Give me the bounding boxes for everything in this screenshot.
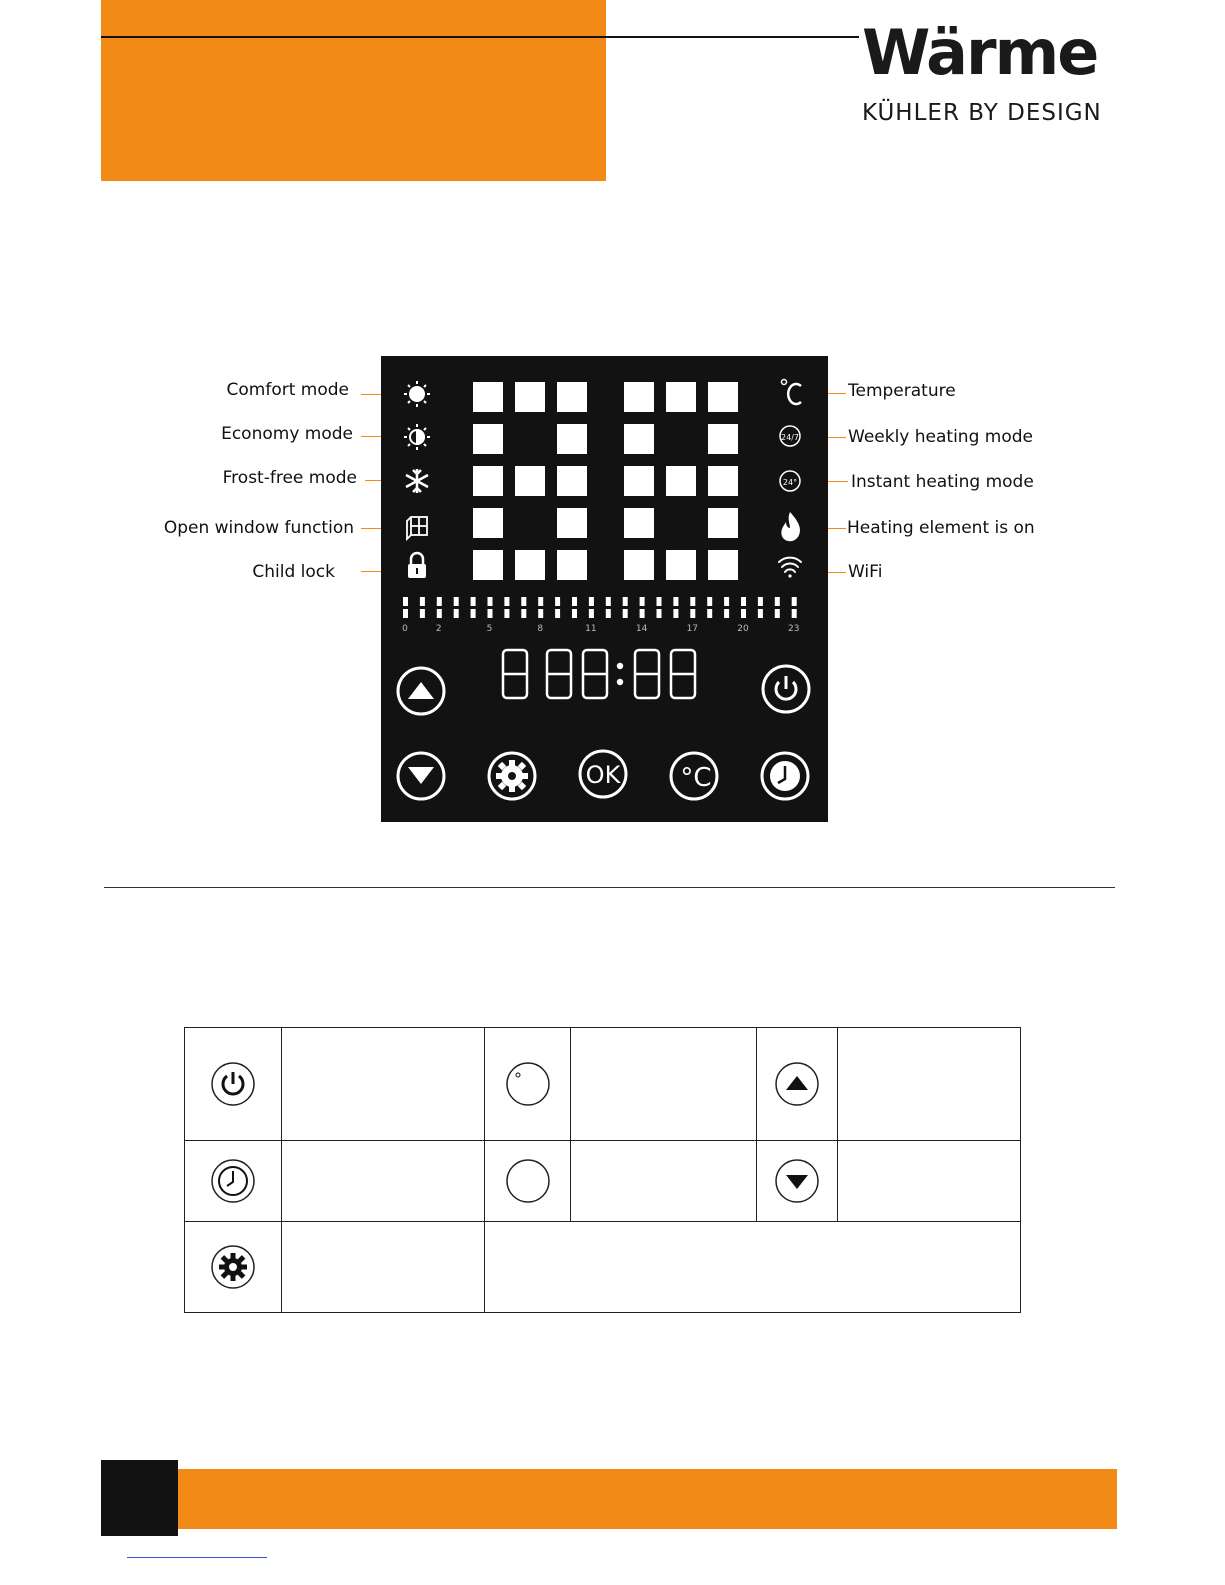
callout-instant-heating-mode: Instant heating mode <box>851 472 1034 492</box>
hour-segment <box>758 609 763 618</box>
hour-segment <box>724 609 729 618</box>
hour-segment <box>471 609 476 618</box>
hour-tick-label: 5 <box>486 624 493 634</box>
hour-segment <box>521 609 526 618</box>
hour-tick-label: 20 <box>737 624 749 634</box>
hour-segment <box>488 609 493 618</box>
table-cell <box>757 1028 838 1141</box>
flame-icon <box>781 512 800 541</box>
temp-digit-1 <box>473 382 587 580</box>
table-cell <box>282 1222 485 1313</box>
hour-segment <box>488 597 493 606</box>
callout-wifi: WiFi <box>848 562 883 582</box>
hour-segment <box>420 597 425 606</box>
hour-segment <box>792 609 797 618</box>
clock-icon <box>210 1158 256 1204</box>
settings-button[interactable] <box>489 753 535 799</box>
ok-key-icon <box>505 1158 551 1204</box>
footer-link-underline <box>127 1557 267 1558</box>
hour-segment <box>471 597 476 606</box>
celsius-key-icon <box>505 1061 551 1107</box>
callout-economy-mode: Economy mode <box>221 424 353 444</box>
hour-segment <box>758 597 763 606</box>
footer-page-tab <box>101 1460 178 1536</box>
hour-segment <box>403 597 408 606</box>
hour-segment <box>504 597 509 606</box>
table-row <box>185 1141 1021 1222</box>
hour-segment <box>589 609 594 618</box>
hour-segment <box>437 609 442 618</box>
ok-button[interactable] <box>580 751 626 797</box>
header-rule <box>101 36 859 38</box>
hour-segment <box>572 609 577 618</box>
celsius-button[interactable] <box>671 753 717 799</box>
hour-segment <box>707 609 712 618</box>
hour-segment <box>657 609 662 618</box>
hour-segment <box>775 597 780 606</box>
callout-comfort-mode: Comfort mode <box>226 380 349 400</box>
callout-heating-element-on: Heating element is on <box>847 518 1035 538</box>
footer-orange-bar <box>101 1469 1117 1529</box>
half-sun-icon <box>404 424 430 450</box>
hour-segment <box>555 609 560 618</box>
table-cell <box>485 1141 571 1222</box>
hour-tick-label: 2 <box>435 624 442 634</box>
table-cell <box>282 1028 485 1141</box>
hour-tick-label: 11 <box>585 624 597 634</box>
hour-segment <box>589 597 594 606</box>
hour-tick-label: 0 <box>402 624 408 634</box>
table-cell <box>485 1028 571 1141</box>
brand-tagline: KÜHLER BY DESIGN <box>862 100 1102 126</box>
hour-segment <box>504 609 509 618</box>
callout-temperature: Temperature <box>848 381 956 401</box>
orange-header-block <box>101 0 606 181</box>
clock-button[interactable] <box>762 753 808 799</box>
up-arrow-icon <box>774 1061 820 1107</box>
hour-tick-label: 14 <box>635 624 648 634</box>
hour-segment <box>724 597 729 606</box>
table-row <box>185 1222 1021 1313</box>
table-cell <box>185 1141 282 1222</box>
hour-segment <box>690 609 695 618</box>
hour-segment <box>403 609 408 618</box>
lock-icon <box>408 553 426 578</box>
hour-segment <box>640 609 645 618</box>
hour-segment <box>741 609 746 618</box>
down-arrow-icon <box>774 1158 820 1204</box>
key-legend-table <box>184 1027 1021 1313</box>
hour-segment <box>437 597 442 606</box>
hour-tick-label: 8 <box>537 624 544 634</box>
table-cell <box>282 1141 485 1222</box>
hour-segment <box>538 609 543 618</box>
hour-segment <box>420 609 425 618</box>
hour-segment <box>623 597 628 606</box>
power-icon <box>210 1061 256 1107</box>
hour-tick-label: 17 <box>686 624 699 634</box>
table-cell <box>185 1222 282 1313</box>
svg-text:24/7: 24/7 <box>781 433 799 442</box>
hour-segment <box>640 597 645 606</box>
table-cell <box>185 1028 282 1141</box>
brand-logo <box>862 16 1122 126</box>
snowflake-icon <box>406 469 428 493</box>
celsius-icon <box>782 380 802 405</box>
callout-frost-free-mode: Frost-free mode <box>222 468 357 488</box>
hour-segment <box>741 597 746 606</box>
hour-segment <box>707 597 712 606</box>
window-icon <box>407 517 427 539</box>
ok-button-label: OK <box>585 761 621 789</box>
hour-segment <box>623 609 628 618</box>
table-cell <box>838 1028 1021 1141</box>
hour-segment <box>538 597 543 606</box>
callout-open-window-function: Open window function <box>163 518 354 538</box>
table-cell <box>571 1141 757 1222</box>
weekly-24-7-icon <box>780 426 800 446</box>
down-button[interactable] <box>398 753 444 799</box>
hour-bar-row <box>403 597 797 618</box>
table-cell-merged <box>485 1222 1021 1313</box>
instant-24h-icon <box>780 471 800 491</box>
hour-segment <box>454 597 459 606</box>
clock-readout <box>503 650 695 698</box>
table-row <box>185 1028 1021 1141</box>
sun-icon <box>404 381 430 407</box>
thermostat-display <box>381 356 828 822</box>
hour-segment <box>673 609 678 618</box>
hour-segment <box>792 597 797 606</box>
hour-tick-labels <box>402 624 799 634</box>
table-cell <box>838 1141 1021 1222</box>
wifi-icon <box>779 558 801 578</box>
up-button[interactable] <box>398 668 444 714</box>
power-button[interactable] <box>763 666 809 712</box>
hour-segment <box>673 597 678 606</box>
hour-segment <box>775 609 780 618</box>
table-cell <box>571 1028 757 1141</box>
celsius-button-label: °C <box>680 763 712 793</box>
hour-segment <box>572 597 577 606</box>
hour-segment <box>606 597 611 606</box>
callout-weekly-heating-mode: Weekly heating mode <box>848 427 1033 447</box>
hour-segment <box>521 597 526 606</box>
hour-tick-label: 23 <box>787 624 800 634</box>
display-graphic <box>381 356 828 822</box>
table-cell <box>757 1141 838 1222</box>
hour-segment <box>657 597 662 606</box>
callout-child-lock: Child lock <box>252 562 335 582</box>
gear-icon <box>210 1244 256 1290</box>
svg-text:24°: 24° <box>782 478 798 487</box>
temp-digit-2 <box>624 382 738 580</box>
section-divider <box>104 887 1115 888</box>
hour-segment <box>606 609 611 618</box>
hour-segment <box>690 597 695 606</box>
brand-name: Wärme <box>862 16 1098 89</box>
hour-segment <box>454 609 459 618</box>
hour-segment <box>555 597 560 606</box>
